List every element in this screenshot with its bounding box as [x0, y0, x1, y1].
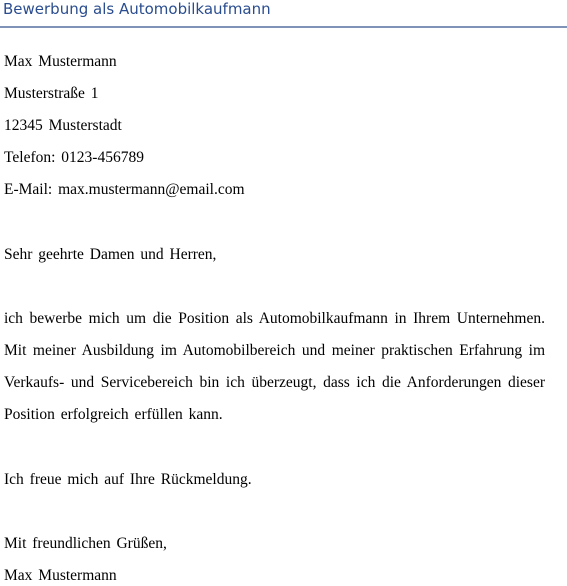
body-line: Position erfolgreich erfüllen kann.: [4, 406, 223, 423]
sender-city: 12345 Musterstadt: [4, 117, 122, 134]
sender-phone: Telefon: 0123-456789: [4, 149, 144, 166]
sender-street: Musterstraße 1: [4, 85, 99, 102]
document-title: Bewerbung als Automobilkaufmann: [3, 0, 271, 18]
salutation: Sehr geehrte Damen und Herren,: [4, 246, 217, 263]
title-divider: [0, 26, 567, 28]
body-line: Verkaufs- und Servicebereich bin ich überzeugt, dass ich die Anforderungen dieser: [4, 374, 545, 391]
sender-name: Max Mustermann: [4, 53, 117, 70]
closing-note: Ich freue mich auf Ihre Rückmeldung.: [4, 471, 252, 488]
body-line: Mit meiner Ausbildung im Automobilbereich und meiner praktischen Erfahrung im: [4, 342, 545, 359]
signature-name: Max Mustermann: [4, 567, 117, 584]
sender-email: E-Mail: max.mustermann@email.com: [4, 181, 245, 198]
closing: Mit freundlichen Grüßen,: [4, 535, 167, 552]
body-line: ich bewerbe mich um die Position als Automobilkaufmann in Ihrem Unternehmen.: [4, 310, 545, 327]
